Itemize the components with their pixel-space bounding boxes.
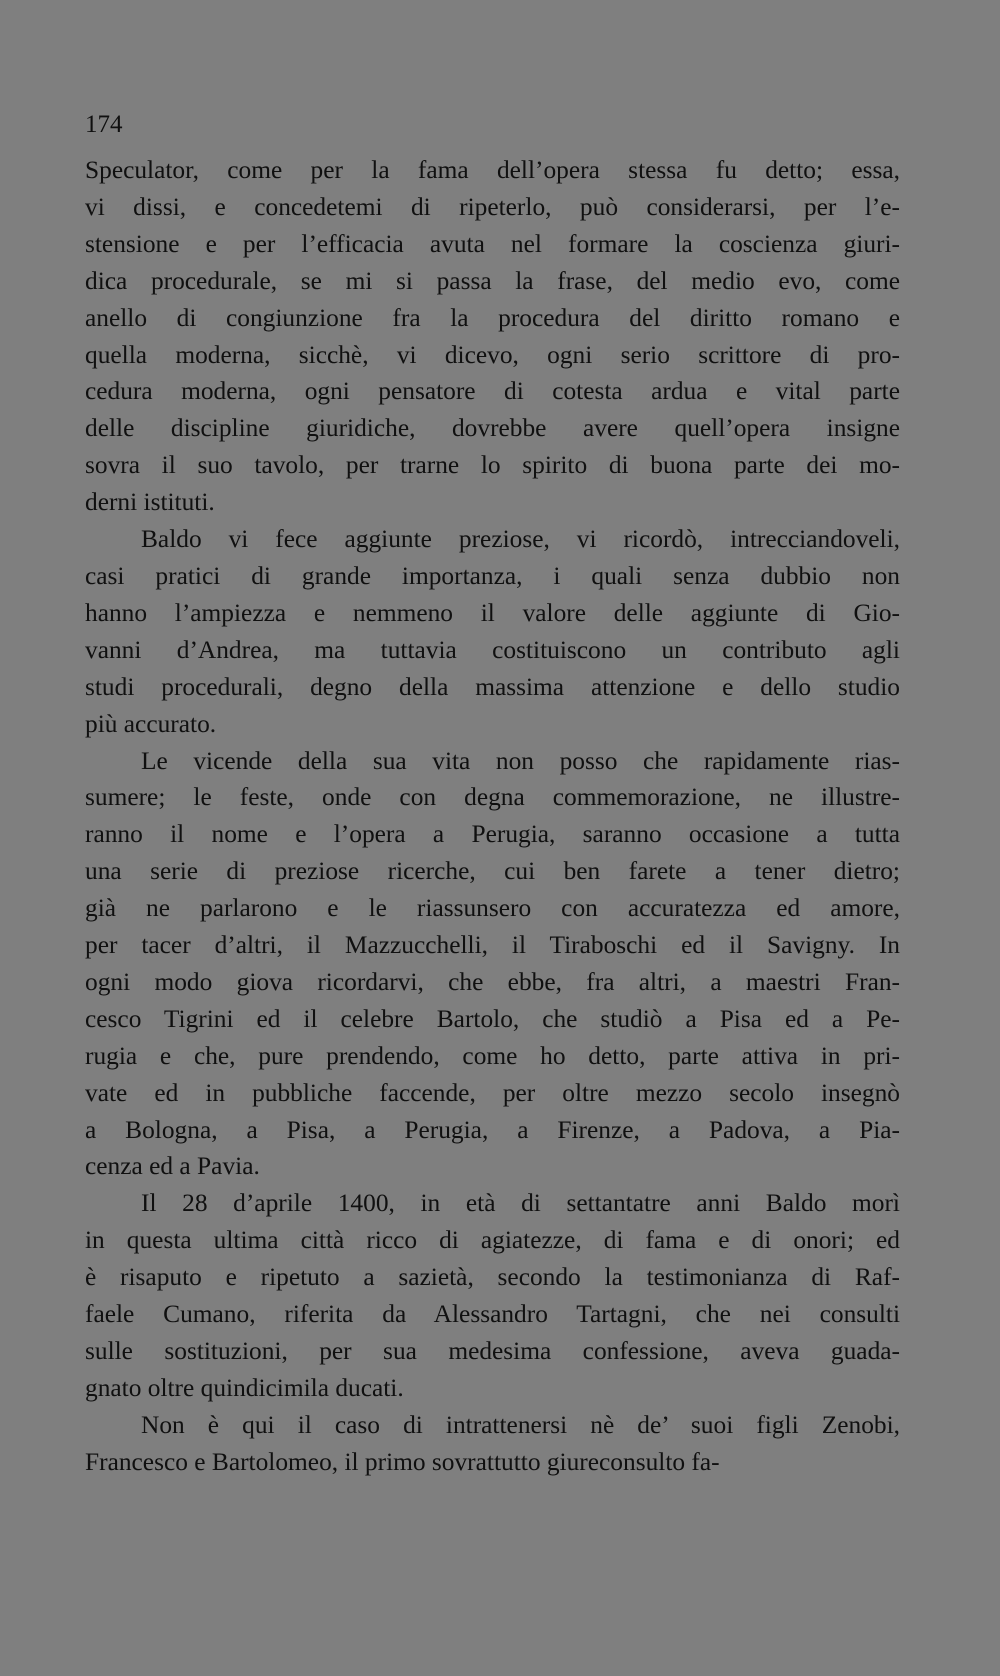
text-line: in questa ultima città ricco di agiatezze, di fama e di onori; ed xyxy=(85,1226,900,1255)
text-line: Non è qui il caso di intrattenersi nè de’ suoi figli Zenobi, xyxy=(141,1410,900,1439)
text-line: vanni d’Andrea, ma tuttavia costituiscono un contributo agli xyxy=(85,635,900,664)
paragraph xyxy=(85,743,900,1186)
text-line: è risaputo e ripetuto a sazietà, secondo la testimonianza di Raf- xyxy=(85,1263,900,1292)
text-line: una serie di preziose ricerche, cui ben farete a tener dietro; xyxy=(85,857,900,886)
text-line: gnato oltre quindicimila ducati. xyxy=(85,1373,404,1402)
text-line: Le vicende della sua vita non posso che rapidamente rias- xyxy=(141,746,900,775)
paragraph xyxy=(85,521,900,742)
text-line: sulle sostituzioni, per sua medesima confessione, aveva guada- xyxy=(85,1337,900,1365)
text-line: Francesco e Bartolomeo, il primo sovrattutto giureconsulto fa- xyxy=(85,1447,720,1476)
text-line: casi pratici di grande importanza, i quali senza dubbio non xyxy=(85,561,900,590)
text-line: sumere; le feste, onde con degna commemorazione, ne illustre- xyxy=(85,783,900,812)
text-line: cesco Tigrini ed il celebre Bartolo, che studiò a Pisa ed a Pe- xyxy=(85,1004,900,1033)
text-line: a Bologna, a Pisa, a Perugia, a Firenze, a Padova, a Pia- xyxy=(85,1115,900,1144)
text-line: anello di congiunzione fra la procedura del diritto romano e xyxy=(85,303,900,332)
text-line: rugia e che, pure prendendo, come ho detto, parte attiva in pri- xyxy=(85,1041,900,1070)
page-number: 174 xyxy=(85,111,123,138)
text-line: Baldo vi fece aggiunte preziose, vi ricordò, intrecciandoveli, xyxy=(141,525,900,554)
text-line: Il 28 d’aprile 1400, in età di settantatre anni Baldo morì xyxy=(141,1189,900,1218)
text-line: vate ed in pubbliche faccende, per oltre mezzo secolo insegnò xyxy=(85,1078,900,1107)
text-line: hanno l’ampiezza e nemmeno il valore delle aggiunte di Gio- xyxy=(85,598,900,627)
text-line: per tacer d’altri, il Mazzucchelli, il Tiraboschi ed il Savigny. In xyxy=(85,931,900,960)
paragraph xyxy=(85,1185,900,1406)
text-line: ranno il nome e l’opera a Perugia, saranno occasione a tutta xyxy=(85,820,900,849)
text-line: derni istituti. xyxy=(85,488,215,517)
text-line: Speculator, come per la fama dell’opera stessa fu detto; essa, xyxy=(85,156,900,184)
text-line: faele Cumano, riferita da Alessandro Tartagni, che nei consulti xyxy=(85,1300,900,1329)
text-line: stensione e per l’efficacia avuta nel formare la coscienza giuri- xyxy=(85,229,900,258)
text-line: cenza ed a Pavia. xyxy=(85,1152,260,1181)
text-line: quella moderna, sicchè, vi dicevo, ogni serio scrittore di pro- xyxy=(85,340,900,369)
paragraph xyxy=(85,152,900,521)
text-line: studi procedurali, degno della massima attenzione e dello studio xyxy=(85,672,900,701)
paragraph xyxy=(85,1407,900,1481)
text-line: già ne parlarono e le riassunsero con accuratezza ed amore, xyxy=(85,894,900,923)
text-line: vi dissi, e concedetemi di ripeterlo, può considerarsi, per l’e- xyxy=(85,192,900,221)
text-line: ogni modo giova ricordarvi, che ebbe, fra altri, a maestri Fran- xyxy=(85,967,900,996)
text-line: più accurato. xyxy=(85,709,217,738)
text-line: sovra il suo tavolo, per trarne lo spirito di buona parte dei mo- xyxy=(85,451,900,480)
body-text xyxy=(85,152,900,1481)
text-line: cedura moderna, ogni pensatore di cotesta ardua e vital parte xyxy=(85,377,900,406)
text-line: dica procedurale, se mi si passa la frase, del medio evo, come xyxy=(85,266,900,295)
text-line: delle discipline giuridiche, dovrebbe avere quell’opera insigne xyxy=(85,414,900,443)
